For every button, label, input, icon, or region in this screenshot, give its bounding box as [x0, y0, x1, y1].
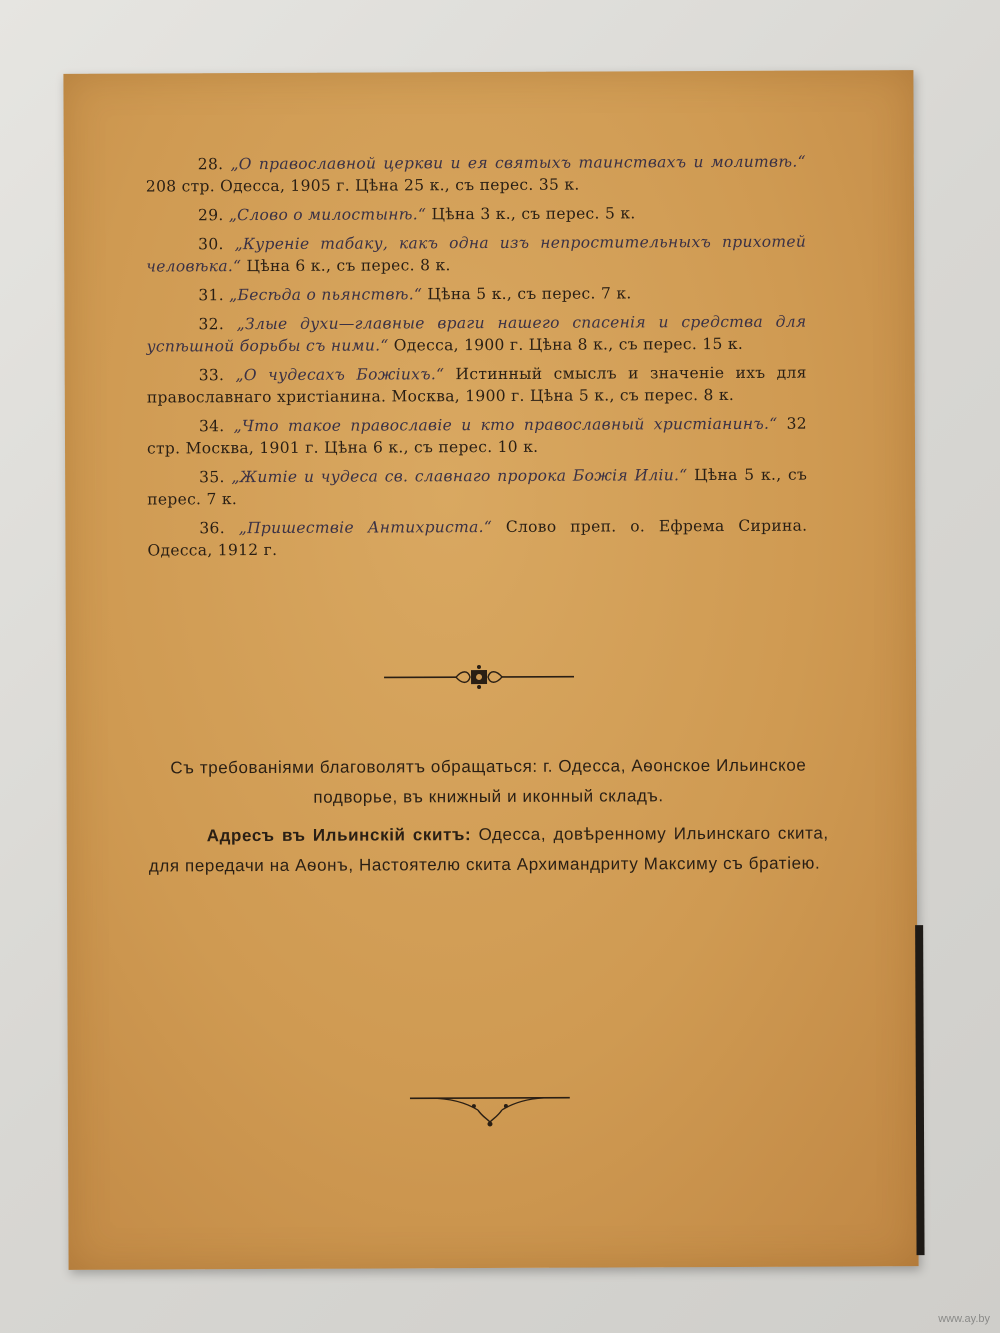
list-item [147, 362, 807, 409]
entry-details: Цѣна 3 к., съ перес. 5 к. [426, 204, 636, 224]
list-item [147, 413, 807, 460]
entry-title: „О чудесахъ Божіихъ.“ [235, 365, 445, 385]
entry-number: 30. [198, 235, 224, 254]
entry-title: „Злые духи—главные враги нашего спасенія и средства для успѣшной борьбы съ ними.“ [146, 312, 807, 356]
list-item [146, 282, 806, 307]
list-item [147, 515, 807, 562]
entry-details: Цѣна 5 к., съ перес. 7 к. [422, 284, 632, 304]
list-item [146, 231, 806, 278]
contact-block [148, 751, 829, 882]
entry-number: 33. [198, 366, 225, 385]
address-text: Одесса, довѣренному Ильинскаго скита, для передачи на Аѳонъ, Настоятелю скита Архимандриту Максиму съ братіею. [148, 823, 829, 876]
list-item [146, 151, 806, 198]
entry-title: „Бесѣда о пьянствѣ.“ [229, 285, 423, 305]
entry-title: „Куреніе табаку, какъ одна изъ непростительныхъ прихотей человѣка.“ [146, 232, 807, 276]
entry-number: 34. [198, 417, 225, 436]
ornament-divider [384, 662, 574, 693]
page-edge-shadow [915, 925, 924, 1255]
entry-number: 31. [198, 286, 224, 305]
list-item [146, 311, 806, 358]
entry-details: 208 стр. Одесса, 1905 г. Цѣна 25 к., съ перес. 35 к. [145, 175, 580, 196]
address-label: Адресъ въ Ильинскій скитъ: [206, 825, 472, 846]
entry-details: 32 стр. Москва, 1901 г. Цѣна 6 к., съ перес. 10 к. [146, 414, 807, 458]
entry-details: Цѣна 6 к., съ перес. 8 к. [241, 256, 451, 276]
list-item [147, 464, 807, 511]
publication-list [146, 151, 808, 569]
watermark: www.ay.by [938, 1313, 990, 1325]
entry-details: Истинный смыслъ и значеніе ихъ для православнаго христіанина. Москва, 1900 г. Цѣна 5 к., съ перес. 8 к. [146, 363, 807, 407]
entry-title: „Слово о милостынѣ.“ [228, 205, 427, 225]
entry-details: Слово преп. о. Ефрема Сирина. Одесса, 1912 г. [147, 516, 808, 560]
entry-title: „О православной церкви и ея святыхъ таинствахъ и молитвѣ.“ [230, 152, 806, 174]
entry-details: Одесса, 1900 г. Цѣна 8 к., съ перес. 15 к. [388, 334, 744, 355]
entry-title: „Пришествіе Антихриста.“ [238, 517, 493, 538]
booklet-page [63, 70, 918, 1270]
entry-number: 28. [197, 155, 224, 174]
entry-number: 36. [199, 519, 225, 538]
entry-number: 32. [198, 315, 225, 334]
address-paragraph [149, 819, 829, 882]
entry-title: „Житіе и чудеса св. славнаго пророка Божія Иліи.“ [231, 466, 688, 487]
requests-text: Съ требованіями благоволятъ обращаться: г. Одесса, Аѳонское Ильинское подворье, въ книжный и иконный складъ. [170, 755, 807, 807]
ornament-tailpiece [410, 1088, 570, 1129]
entry-details: Цѣна 5 к., съ перес. 7 к. [147, 465, 808, 509]
entry-number: 29. [197, 206, 224, 225]
entry-number: 35. [199, 468, 225, 487]
entry-title: „Что такое православіе и кто православный христіанинъ.“ [233, 414, 778, 436]
list-item [146, 202, 806, 227]
